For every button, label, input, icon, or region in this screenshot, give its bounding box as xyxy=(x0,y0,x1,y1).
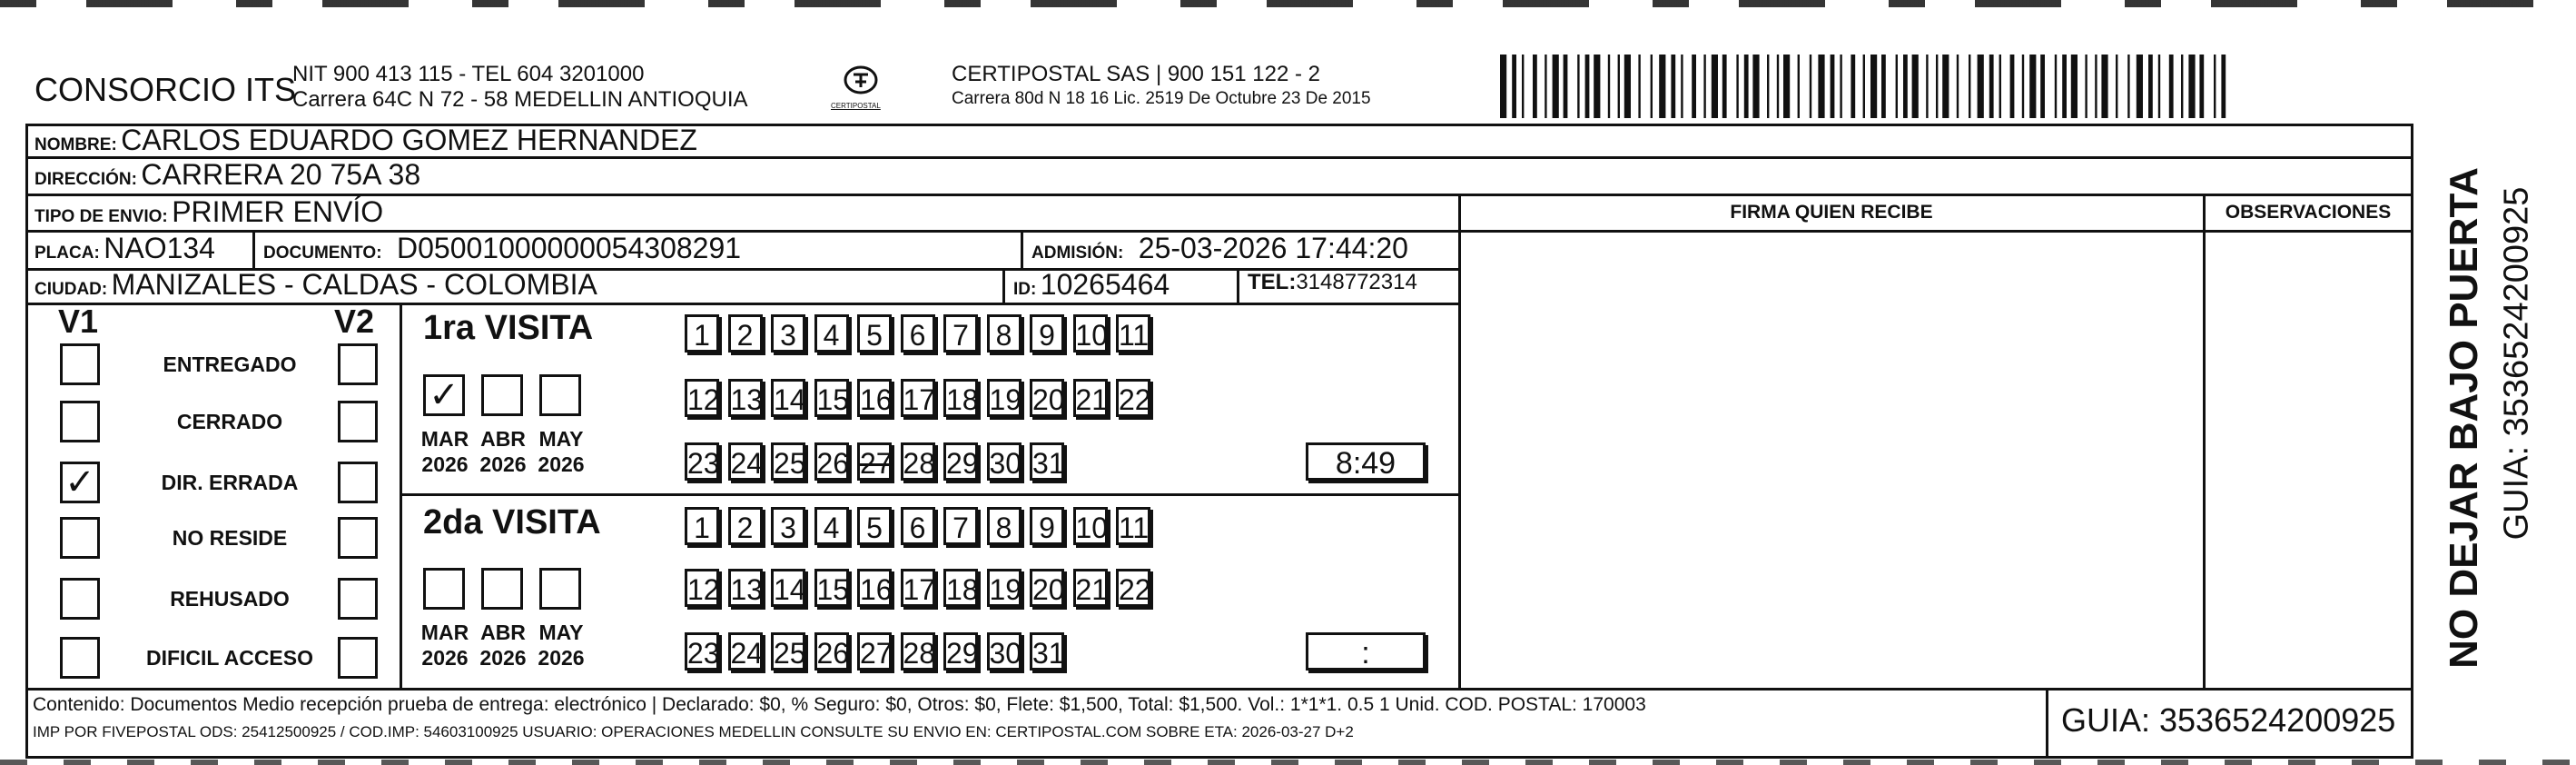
day-box[interactable]: 7 xyxy=(943,507,978,545)
side-warning: NO DEJAR BAJO PUERTA xyxy=(2442,167,2486,669)
city-id-sep xyxy=(1002,268,1005,303)
doc-adm-sep xyxy=(1021,232,1023,268)
barcode-bar xyxy=(2199,55,2204,118)
barcode-bar xyxy=(1722,55,1727,118)
month-label: MAR xyxy=(420,427,469,451)
name-label: NOMBRE: xyxy=(35,135,117,154)
barcode-bar xyxy=(1767,55,1769,118)
placa-cell xyxy=(35,232,215,265)
barcode-bar xyxy=(2188,55,2195,118)
barcode-bar xyxy=(1936,55,1938,118)
row-line-5 xyxy=(25,303,1460,305)
signature-label: FIRMA QUIEN RECIBE xyxy=(1730,202,1933,223)
day-box[interactable]: 29 xyxy=(943,632,978,671)
check-mark-icon: ✓ xyxy=(64,462,95,502)
company-name: CONSORCIO ITS xyxy=(35,71,297,108)
barcode-bar xyxy=(1840,55,1841,118)
barcode-bar xyxy=(1942,55,1949,118)
barcode-bar xyxy=(2221,55,2226,118)
day-box[interactable]: 2 xyxy=(728,314,763,353)
month-checkbox[interactable] xyxy=(423,568,465,610)
barcode-bar xyxy=(2169,55,2174,118)
day-box[interactable]: 22 xyxy=(1116,569,1150,607)
day-box[interactable]: 27 xyxy=(857,632,892,671)
day-box[interactable]: 22 xyxy=(1116,379,1150,417)
barcode-bar xyxy=(1618,55,1620,118)
placa-label: PLACA: xyxy=(35,243,100,263)
barcode-bar xyxy=(1783,55,1790,118)
frame-bottom-line xyxy=(25,756,2413,759)
documento-label: DOCUMENTO: xyxy=(263,243,382,263)
barcode-bar xyxy=(1500,55,1506,118)
footer-guide-sep xyxy=(2046,688,2048,759)
year-label: 2026 xyxy=(538,452,585,476)
barcode-bar xyxy=(1744,55,1749,118)
year-label: 2026 xyxy=(421,452,469,476)
day-box[interactable]: 25 xyxy=(771,442,805,481)
admision-cell xyxy=(1031,232,1408,265)
name-row xyxy=(35,124,697,157)
obs-left-line xyxy=(2203,194,2206,690)
barcode-bar xyxy=(1851,55,1855,118)
day-box[interactable]: 26 xyxy=(814,632,849,671)
day-box[interactable]: 3 xyxy=(771,314,805,353)
month-label: ABR xyxy=(480,621,526,644)
day-box[interactable]: 26 xyxy=(814,442,849,481)
year-label: 2026 xyxy=(421,646,469,670)
admision-value: 25-03-2026 17:44:20 xyxy=(1138,232,1408,264)
barcode-bar xyxy=(1712,55,1718,118)
barcode-bar xyxy=(2085,55,2087,118)
footer-guide-number: GUIA: 3536524200925 xyxy=(2061,701,2396,739)
type-label: TIPO DE ENVIO: xyxy=(35,207,168,226)
barcode-bar xyxy=(2029,55,2036,118)
barcode-bar xyxy=(1577,55,1579,118)
day-box[interactable]: 9 xyxy=(1030,314,1064,353)
v1-checkbox[interactable] xyxy=(60,343,100,385)
barcode-bar xyxy=(2055,55,2057,118)
v1-checkbox[interactable] xyxy=(60,462,100,503)
day-box[interactable]: 14 xyxy=(771,379,805,417)
barcode-bar xyxy=(1512,55,1516,118)
day-box[interactable]: 15 xyxy=(814,379,849,417)
day-box[interactable]: 23 xyxy=(685,632,719,671)
barcode-bar xyxy=(1703,55,1705,118)
v2-checkbox[interactable] xyxy=(338,517,378,559)
barcode-bar xyxy=(1863,55,1865,118)
visit2-title: 2da VISITA xyxy=(423,503,601,541)
day-box[interactable]: 16 xyxy=(857,379,892,417)
check-mark-icon: ✓ xyxy=(429,375,459,415)
barcode-bar xyxy=(1692,55,1696,118)
barcode-bar xyxy=(1608,55,1610,118)
day-box[interactable]: 6 xyxy=(901,314,935,353)
barcode-bar xyxy=(2137,55,2143,118)
day-box[interactable]: 15 xyxy=(814,569,849,607)
barcode-bar xyxy=(1969,55,1970,118)
barcode-bar xyxy=(2071,55,2078,118)
day-box[interactable]: 19 xyxy=(987,569,1022,607)
v2-label: V2 xyxy=(334,303,375,340)
day-box[interactable]: 14 xyxy=(771,569,805,607)
barcode-bar xyxy=(1978,55,1984,118)
time-box[interactable]: : xyxy=(1306,632,1426,671)
barcode-bar xyxy=(1522,55,1524,118)
tel-label: TEL: xyxy=(1248,270,1297,294)
status-label: ENTREGADO xyxy=(163,353,297,376)
day-box[interactable]: 13 xyxy=(728,379,763,417)
day-box[interactable]: 4 xyxy=(814,314,849,353)
id-cell xyxy=(1013,268,1170,302)
barcode-bar xyxy=(1564,55,1568,118)
barcode-bar xyxy=(1638,55,1640,118)
month-checkbox[interactable] xyxy=(423,374,465,416)
barcode-bar xyxy=(2022,55,2024,118)
month-label: ABR xyxy=(480,427,526,451)
barcode-bar xyxy=(1957,55,1959,118)
barcode-bar xyxy=(1903,55,1908,118)
status-label: DIFICIL ACCESO xyxy=(145,646,313,670)
barcode-bar xyxy=(1594,55,1600,118)
barcode-bar xyxy=(1989,55,1994,118)
placa-doc-sep xyxy=(252,232,255,268)
status-label: CERRADO xyxy=(176,410,283,433)
day-box[interactable]: 12 xyxy=(685,569,719,607)
v1-checkbox[interactable] xyxy=(60,517,100,559)
status-label: NO RESIDE xyxy=(172,526,288,550)
documento-cell xyxy=(263,232,741,265)
observations-label: OBSERVACIONES xyxy=(2225,202,2392,223)
day-box[interactable]: 30 xyxy=(987,632,1022,671)
barcode-bar xyxy=(1810,55,1811,118)
day-box[interactable]: 17 xyxy=(901,379,935,417)
barcode-bar xyxy=(1533,55,1537,118)
recipient-name: CARLOS EDUARDO GOMEZ HERNANDEZ xyxy=(121,124,697,156)
day-box[interactable]: 29 xyxy=(943,442,978,481)
day-box[interactable]: 16 xyxy=(857,569,892,607)
carrier-name: CERTIPOSTAL SAS | 900 151 122 - 2 xyxy=(952,62,1320,86)
barcode-bar xyxy=(1818,55,1824,118)
sig-left-line xyxy=(1458,194,1461,690)
month-checkbox[interactable] xyxy=(481,374,523,416)
barcode-bar xyxy=(1912,55,1919,118)
day-box[interactable]: 24 xyxy=(728,632,763,671)
visit1-title: 1ra VISITA xyxy=(423,309,594,347)
tel-cell xyxy=(1248,270,1417,295)
v2-checkbox[interactable] xyxy=(338,637,378,679)
barcode-bar xyxy=(1681,55,1683,118)
signature-area[interactable] xyxy=(1462,233,2201,686)
address-row xyxy=(35,158,420,192)
barcode-bar xyxy=(2101,55,2107,118)
v2-checkbox[interactable] xyxy=(338,401,378,442)
month-checkbox[interactable] xyxy=(539,568,581,610)
carrier-address: Carrera 80d N 18 16 Lic. 2519 De Octubre 23 De 2015 xyxy=(952,89,1371,108)
admision-label: ADMISIÓN: xyxy=(1031,243,1124,263)
barcode-bar xyxy=(1651,55,1653,118)
recipient-address: CARRERA 20 75A 38 xyxy=(141,158,421,191)
visit-split-line xyxy=(400,493,1460,496)
day-box[interactable]: 5 xyxy=(857,314,892,353)
month-label: MAY xyxy=(538,621,584,644)
v1-checkbox[interactable] xyxy=(60,637,100,679)
day-box[interactable]: 1 xyxy=(685,314,719,353)
day-box[interactable]: 19 xyxy=(987,379,1022,417)
barcode-bar xyxy=(1798,55,1800,118)
day-box[interactable]: 10 xyxy=(1073,314,1108,353)
barcode-bar xyxy=(2040,55,2045,118)
type-row xyxy=(35,195,383,229)
year-label: 2026 xyxy=(479,646,527,670)
status-label: DIR. ERRADA xyxy=(161,471,299,494)
barcode xyxy=(1500,55,2228,118)
city-value: MANIZALES - CALDAS - COLOMBIA xyxy=(111,268,597,301)
day-box[interactable]: 1 xyxy=(685,507,719,545)
time-box[interactable]: 8:49 xyxy=(1306,442,1426,481)
barcode-bar xyxy=(1831,55,1835,118)
day-box[interactable]: 7 xyxy=(943,314,978,353)
status-label: REHUSADO xyxy=(170,587,290,611)
barcode-bar xyxy=(1624,55,1631,118)
day-box[interactable]: 20 xyxy=(1030,379,1064,417)
tel-value: 3148772314 xyxy=(1296,270,1417,294)
day-box[interactable]: 8 xyxy=(987,507,1022,545)
day-box[interactable]: 2 xyxy=(728,507,763,545)
barcode-bar xyxy=(2095,55,2097,118)
year-label: 2026 xyxy=(538,646,585,670)
day-box[interactable]: 25 xyxy=(771,632,805,671)
year-label: 2026 xyxy=(479,452,527,476)
day-box[interactable]: 11 xyxy=(1116,314,1150,353)
id-tel-sep xyxy=(1237,268,1239,303)
day-box[interactable]: 20 xyxy=(1030,569,1064,607)
barcode-bar xyxy=(2214,55,2216,118)
company-nit: NIT 900 413 115 - TEL 604 3201000 xyxy=(292,62,645,86)
day-box[interactable]: 28 xyxy=(901,632,935,671)
footer-content-line: Contenido: Documentos Medio recepción prueba de entrega: electrónico | Declarado: $0, % Seguro: $0, Otros: $0, Flete: $1,500, Total: $1,500. Vol.: 1*1*1. 0.5 1 Unid. COD. POSTAL: 170003 xyxy=(33,694,1646,715)
day-box[interactable]: 31 xyxy=(1030,442,1064,481)
barcode-bar xyxy=(1896,55,1898,118)
barcode-bar xyxy=(1659,55,1665,118)
row-line-footer xyxy=(25,688,2413,690)
day-box[interactable]: 6 xyxy=(901,507,935,545)
v1-label: V1 xyxy=(58,303,99,340)
id-label: ID: xyxy=(1013,280,1037,299)
day-box[interactable]: 17 xyxy=(901,569,935,607)
documento-value: D05001000000054308291 xyxy=(397,232,742,264)
day-box[interactable]: 18 xyxy=(943,569,978,607)
logo-caption: CERTIPOSTAL xyxy=(831,102,881,110)
month-checkbox[interactable] xyxy=(481,568,523,610)
barcode-bar xyxy=(2010,55,2015,118)
company-address: Carrera 64C N 72 - 58 MEDELLIN ANTIOQUIA xyxy=(292,87,748,112)
bottom-edge xyxy=(0,760,2576,765)
barcode-bar xyxy=(2116,55,2117,118)
day-box[interactable]: 5 xyxy=(857,507,892,545)
month-label: MAR xyxy=(420,621,469,644)
barcode-bar xyxy=(1553,55,1559,118)
day-box[interactable]: 30 xyxy=(987,442,1022,481)
day-box[interactable]: 8 xyxy=(987,314,1022,353)
barcode-bar xyxy=(1671,55,1675,118)
barcode-bar xyxy=(1926,55,1928,118)
barcode-bar xyxy=(2127,55,2129,118)
day-box[interactable]: 18 xyxy=(943,379,978,417)
city-label: CIUDAD: xyxy=(35,280,108,299)
observations-area[interactable] xyxy=(2206,233,2410,686)
day-box[interactable]: 27 xyxy=(857,442,892,481)
frame-left-line xyxy=(25,124,28,759)
barcode-bar xyxy=(1752,55,1759,118)
placa-value: NAO134 xyxy=(104,232,215,264)
frame-right-line xyxy=(2411,124,2413,759)
barcode-bar xyxy=(1999,55,2001,118)
day-box[interactable]: 10 xyxy=(1073,507,1108,545)
day-box[interactable]: 13 xyxy=(728,569,763,607)
city-cell xyxy=(35,268,597,302)
day-box[interactable]: 21 xyxy=(1073,379,1108,417)
barcode-bar xyxy=(2158,55,2160,118)
top-edge xyxy=(0,0,2576,7)
v2-checkbox[interactable] xyxy=(338,462,378,503)
barcode-bar xyxy=(1881,55,1886,118)
row-line-2 xyxy=(25,194,2413,196)
id-value: 10265464 xyxy=(1040,268,1170,301)
barcode-bar xyxy=(1870,55,1877,118)
v2-checkbox[interactable] xyxy=(338,343,378,385)
barcode-bar xyxy=(2148,55,2153,118)
shipment-type: PRIMER ENVÍO xyxy=(172,195,384,228)
barcode-bar xyxy=(1777,55,1779,118)
day-box[interactable]: 31 xyxy=(1030,632,1064,671)
barcode-bar xyxy=(2181,55,2183,118)
barcode-bar xyxy=(2062,55,2067,118)
day-box[interactable]: 12 xyxy=(685,379,719,417)
day-box[interactable]: 28 xyxy=(901,442,935,481)
day-box[interactable]: 21 xyxy=(1073,569,1108,607)
barcode-bar xyxy=(1736,55,1738,118)
day-box[interactable]: 23 xyxy=(685,442,719,481)
barcode-bar xyxy=(1545,55,1546,118)
month-label: MAY xyxy=(538,427,584,451)
address-label: DIRECCIÓN: xyxy=(35,170,137,189)
sig-header-line xyxy=(1460,230,2413,233)
day-box[interactable]: 11 xyxy=(1116,507,1150,545)
side-guide-number: GUIA: 3536524200925 xyxy=(2497,186,2536,541)
day-box[interactable]: 9 xyxy=(1030,507,1064,545)
v1-checkbox[interactable] xyxy=(60,401,100,442)
day-box[interactable]: 24 xyxy=(728,442,763,481)
month-checkbox[interactable] xyxy=(539,374,581,416)
footer-print-line: IMP POR FIVEPOSTAL ODS: 25412500925 / COD.IMP: 54603100925 USUARIO: OPERACIONES MEDELLIN CONSULTE SU ENVIO EN: CERTIPOSTAL.COM SOBRE ETA: 2026-03-27 D+2 xyxy=(33,723,1354,740)
day-box[interactable]: 3 xyxy=(771,507,805,545)
barcode-bar xyxy=(1585,55,1590,118)
v1-checkbox[interactable] xyxy=(60,578,100,620)
v2-checkbox[interactable] xyxy=(338,578,378,620)
day-box[interactable]: 4 xyxy=(814,507,849,545)
